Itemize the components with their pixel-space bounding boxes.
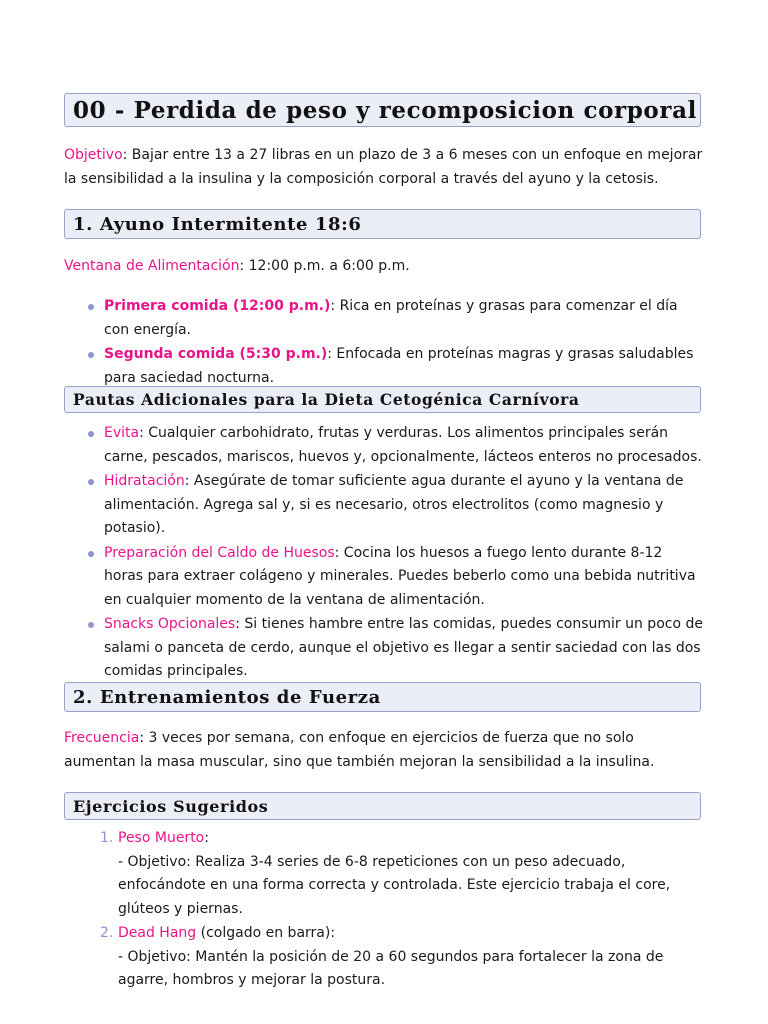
bullet-icon: [88, 352, 94, 358]
item-label: Evita: [104, 425, 140, 441]
window-text: : 12:00 p.m. a 6:00 p.m.: [239, 258, 410, 274]
list-item: [0, 470, 704, 541]
pautas-list: [0, 422, 704, 685]
item-label: Snacks Opcionales: [104, 616, 236, 632]
list-item: [0, 343, 704, 390]
list-item: [0, 422, 704, 469]
section-heading-ayuno: 1. Ayuno Intermitente 18:6: [64, 209, 701, 239]
exercise-label: Dead Hang: [118, 925, 197, 941]
item-number: 2.: [100, 925, 114, 941]
section-heading-ejercicios: Ejercicios Sugeridos: [64, 792, 701, 820]
frequency-label: Frecuencia: [64, 730, 140, 746]
item-number: 1.: [100, 830, 114, 846]
bullet-icon: [88, 479, 94, 485]
window-label: Ventana de Alimentación: [64, 258, 240, 274]
list-item: [0, 827, 704, 921]
frequency-paragraph: [64, 727, 704, 774]
item-text: : Asegúrate de tomar suficiente agua durante el ayuno y la ventana de alimentación. Agrega sal y, si es necesario, otros electrolitos (como magnesio y potasio).: [104, 473, 684, 536]
item-text: : Cocina los huesos a fuego lento durante 8-12 horas para extraer colágeno y minerales. Puedes beberlo como una bebida nutritiva en cualquier momento de la ventana de alimentación.: [104, 544, 696, 608]
exercise-suffix: :: [204, 830, 209, 846]
window-paragraph: [64, 255, 704, 279]
objective-label: Objetivo: [64, 147, 123, 163]
list-item: [0, 613, 704, 684]
list-item: [0, 922, 704, 993]
section-heading-pautas: Pautas Adicionales para la Dieta Cetogénica Carnívora: [64, 386, 701, 413]
item-label: Primera comida (12:00 p.m.): [104, 298, 331, 314]
section-heading-fuerza: 2. Entrenamientos de Fuerza: [64, 682, 701, 712]
exercise-detail: - Objetivo: Realiza 3-4 series de 6-8 repeticiones con un peso adecuado, enfocándote en una forma correcta y controlada. Este ejercicio trabaja el core, glúteos y piernas.: [118, 853, 671, 917]
exercise-detail: - Objetivo: Mantén la posición de 20 a 60 segundos para fortalecer la zona de agarre, hombros y mejorar la postura.: [118, 948, 664, 988]
list-item: [0, 542, 704, 613]
exercise-list: [0, 827, 704, 994]
item-text: : Si tienes hambre entre las comidas, puedes consumir un poco de salami o panceta de cerdo, aunque el objetivo es llegar a sentir saciedad con las dos comidas principales.: [104, 616, 703, 679]
bullet-icon: [88, 551, 94, 557]
page-title: 00 - Perdida de peso y recomposicion corporal: [64, 93, 701, 127]
item-text: : Rica en proteínas y grasas para comenzar el día con energía.: [104, 298, 678, 338]
meal-list: [0, 295, 704, 391]
item-label: Segunda comida (5:30 p.m.): [104, 346, 328, 362]
item-text: : Enfocada en proteínas magras y grasas saludables para saciedad nocturna.: [104, 346, 694, 386]
item-label: Preparación del Caldo de Huesos: [104, 544, 335, 561]
frequency-text: : 3 veces por semana, con enfoque en ejercicios de fuerza que no solo aumentan la masa muscular, sino que también mejoran la sensibilidad a la insulina.: [64, 730, 655, 770]
bullet-icon: [88, 304, 94, 310]
objective-paragraph: [64, 144, 704, 191]
objective-text: : Bajar entre 13 a 27 libras en un plazo de 3 a 6 meses con un enfoque en mejorar la sensibilidad a la insulina y la composición corporal a través del ayuno y la cetosis.: [64, 147, 703, 187]
item-label: Hidratación: [104, 473, 185, 489]
exercise-suffix: (colgado en barra):: [196, 925, 336, 941]
item-text: : Cualquier carbohidrato, frutas y verduras. Los alimentos principales serán carne, pescados, mariscos, huevos y, opcionalmente, lácteos enteros no procesados.: [104, 425, 702, 465]
list-item: [0, 295, 704, 342]
exercise-label: Peso Muerto: [118, 830, 205, 846]
bullet-icon: [88, 431, 94, 437]
bullet-icon: [88, 622, 94, 628]
